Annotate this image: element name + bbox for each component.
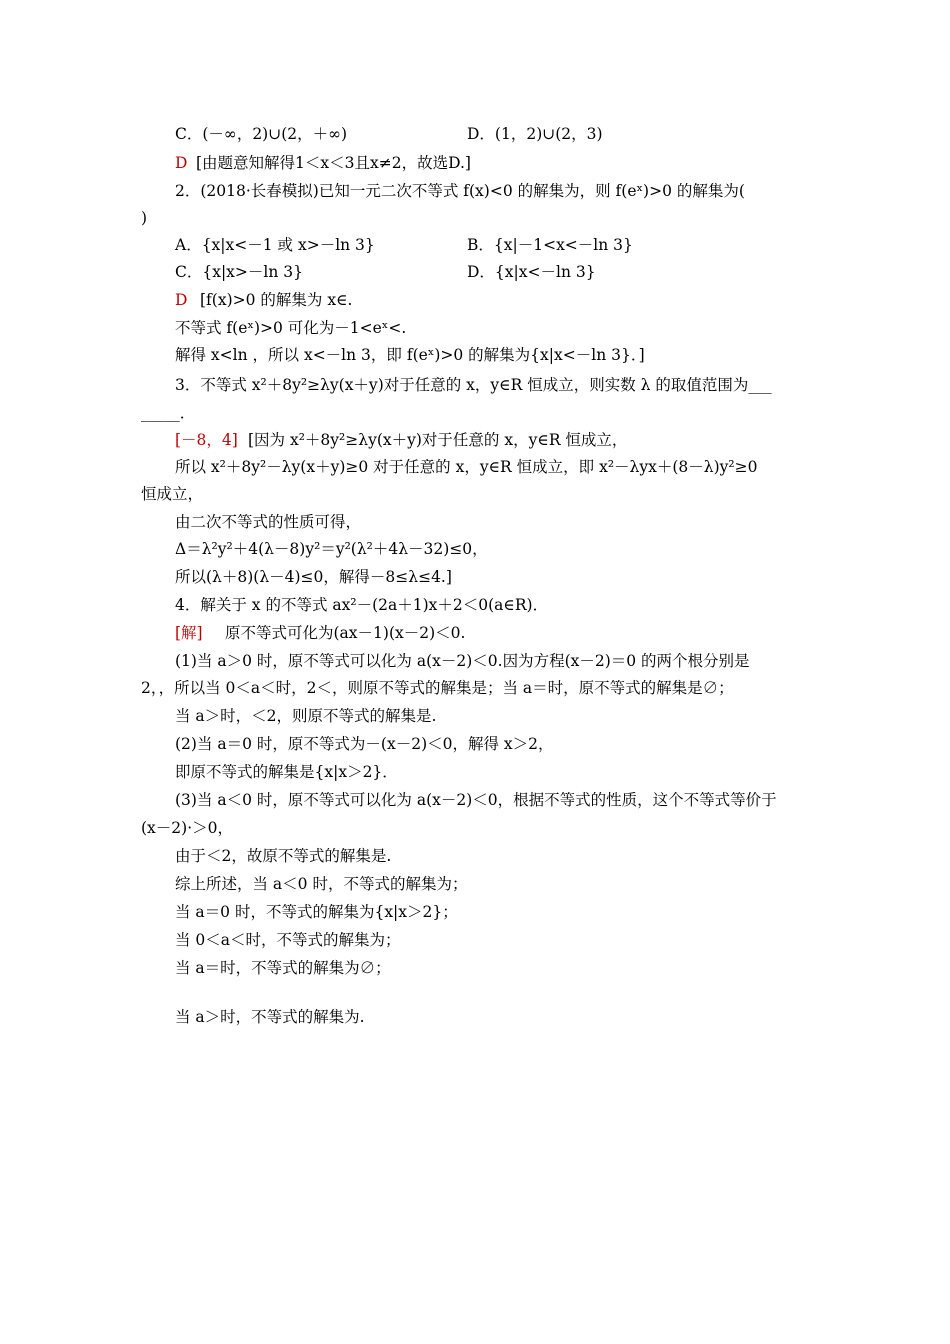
solution-line-11: 当 a＝0 时，不等式的解集为{x|x＞2}； <box>175 903 458 921</box>
solution-line-6: 即原不等式的解集是{x|x＞2}． <box>175 763 398 781</box>
answer-3-line-1: [因为 x²＋8y²≥λy(x＋y)对于任意的 x，y∈R 恒成立， <box>248 431 628 449</box>
answer-3-line-2: 所以 x²＋8y²－λy(x＋y)≥0 对于任意的 x，y∈R 恒成立，即 x²－λyx＋(8－λ)y²≥0 <box>175 458 758 476</box>
question-2-option-b: B．{x|－1<x<－ln 3} <box>467 236 633 254</box>
answer-2-line-3: 解得 x<ln ，所以 x<－ln 3，即 f(eˣ)>0 的解集为{x|x<－ln 3}．] <box>175 346 645 364</box>
solution-line-3: 2，，所以当 0＜a＜时，2＜，则原不等式的解集是；当 a＝时，原不等式的解集是∅； <box>141 679 734 697</box>
solution-line-9: 由于＜2，故原不等式的解集是. <box>175 847 392 865</box>
answer-3-line-6: 所以(λ＋8)(λ－4)≤0，解得－8≤λ≤4.] <box>175 568 452 586</box>
question-2-line-2: ) <box>141 209 148 227</box>
solution-line-2: (1)当 a＞0 时，原不等式可以化为 a(x－2)＜0.因为方程(x－2)＝0 的两个根分别是 <box>175 652 750 670</box>
solution-line-8: (x－2)·＞0， <box>141 819 233 837</box>
solution-line-12: 当 0＜a＜时，不等式的解集为； <box>175 931 401 949</box>
solution-line-14: 当 a＞时，不等式的解集为. <box>175 1008 365 1026</box>
answer-2-line-1: [f(x)>0 的解集为 x∈. <box>200 291 353 309</box>
solution-line-1: 原不等式可化为(ax－1)(x－2)＜0. <box>225 624 466 642</box>
answer-2-letter: D <box>175 291 188 309</box>
solution-line-13: 当 a＝时，不等式的解集为∅； <box>175 959 391 977</box>
answer-1-explanation: [由题意知解得1＜x＜3且x≠2，故选D.] <box>196 154 471 172</box>
answer-2-line-2: 不等式 f(eˣ)>0 可化为－1<eˣ<. <box>175 319 407 337</box>
question-2-option-d: D．{x|x<－ln 3} <box>467 263 596 281</box>
question-2-option-c: C．{x|x>－ln 3} <box>175 263 304 281</box>
solution-line-5: (2)当 a＝0 时，原不等式为－(x－2)＜0，解得 x＞2， <box>175 735 554 753</box>
solution-tag: [解] <box>175 624 203 642</box>
answer-3-line-4: 由二次不等式的性质可得， <box>175 513 362 531</box>
question-3-line-2: _____． <box>141 404 196 422</box>
answer-3-tag: [－8，4] <box>175 431 238 449</box>
answer-1-letter: D <box>175 154 188 172</box>
answer-3-line-5: Δ＝λ²y²＋4(λ－8)y²＝y²(λ²＋4λ－32)≤0， <box>175 540 488 558</box>
question-4: 4．解关于 x 的不等式 ax²－(2a＋1)x＋2＜0(a∈R)． <box>175 596 549 614</box>
solution-line-10: 综上所述，当 a＜0 时，不等式的解集为； <box>175 875 468 893</box>
solution-line-4: 当 a＞时，＜2，则原不等式的解集是. <box>175 707 437 725</box>
question-3-line-1: 3．不等式 x²＋8y²≥λy(x＋y)对于任意的 x，y∈R 恒成立，则实数 λ 的取值范围为___ <box>175 376 772 394</box>
question-2-line-1: 2．(2018·长春模拟)已知一元二次不等式 f(x)<0 的解集为，则 f(eˣ)>0 的解集为( <box>175 182 745 200</box>
option-c: C．(－∞，2)∪(2，＋∞) <box>175 125 348 143</box>
option-d: D．(1，2)∪(2，3) <box>467 125 603 143</box>
solution-line-7: (3)当 a＜0 时，原不等式可以化为 a(x－2)＜0，根据不等式的性质，这个不等式等价于 <box>175 791 777 809</box>
question-2-option-a: A．{x|x<－1 或 x>－ln 3} <box>175 236 375 254</box>
answer-3-line-3: 恒成立， <box>141 485 204 503</box>
